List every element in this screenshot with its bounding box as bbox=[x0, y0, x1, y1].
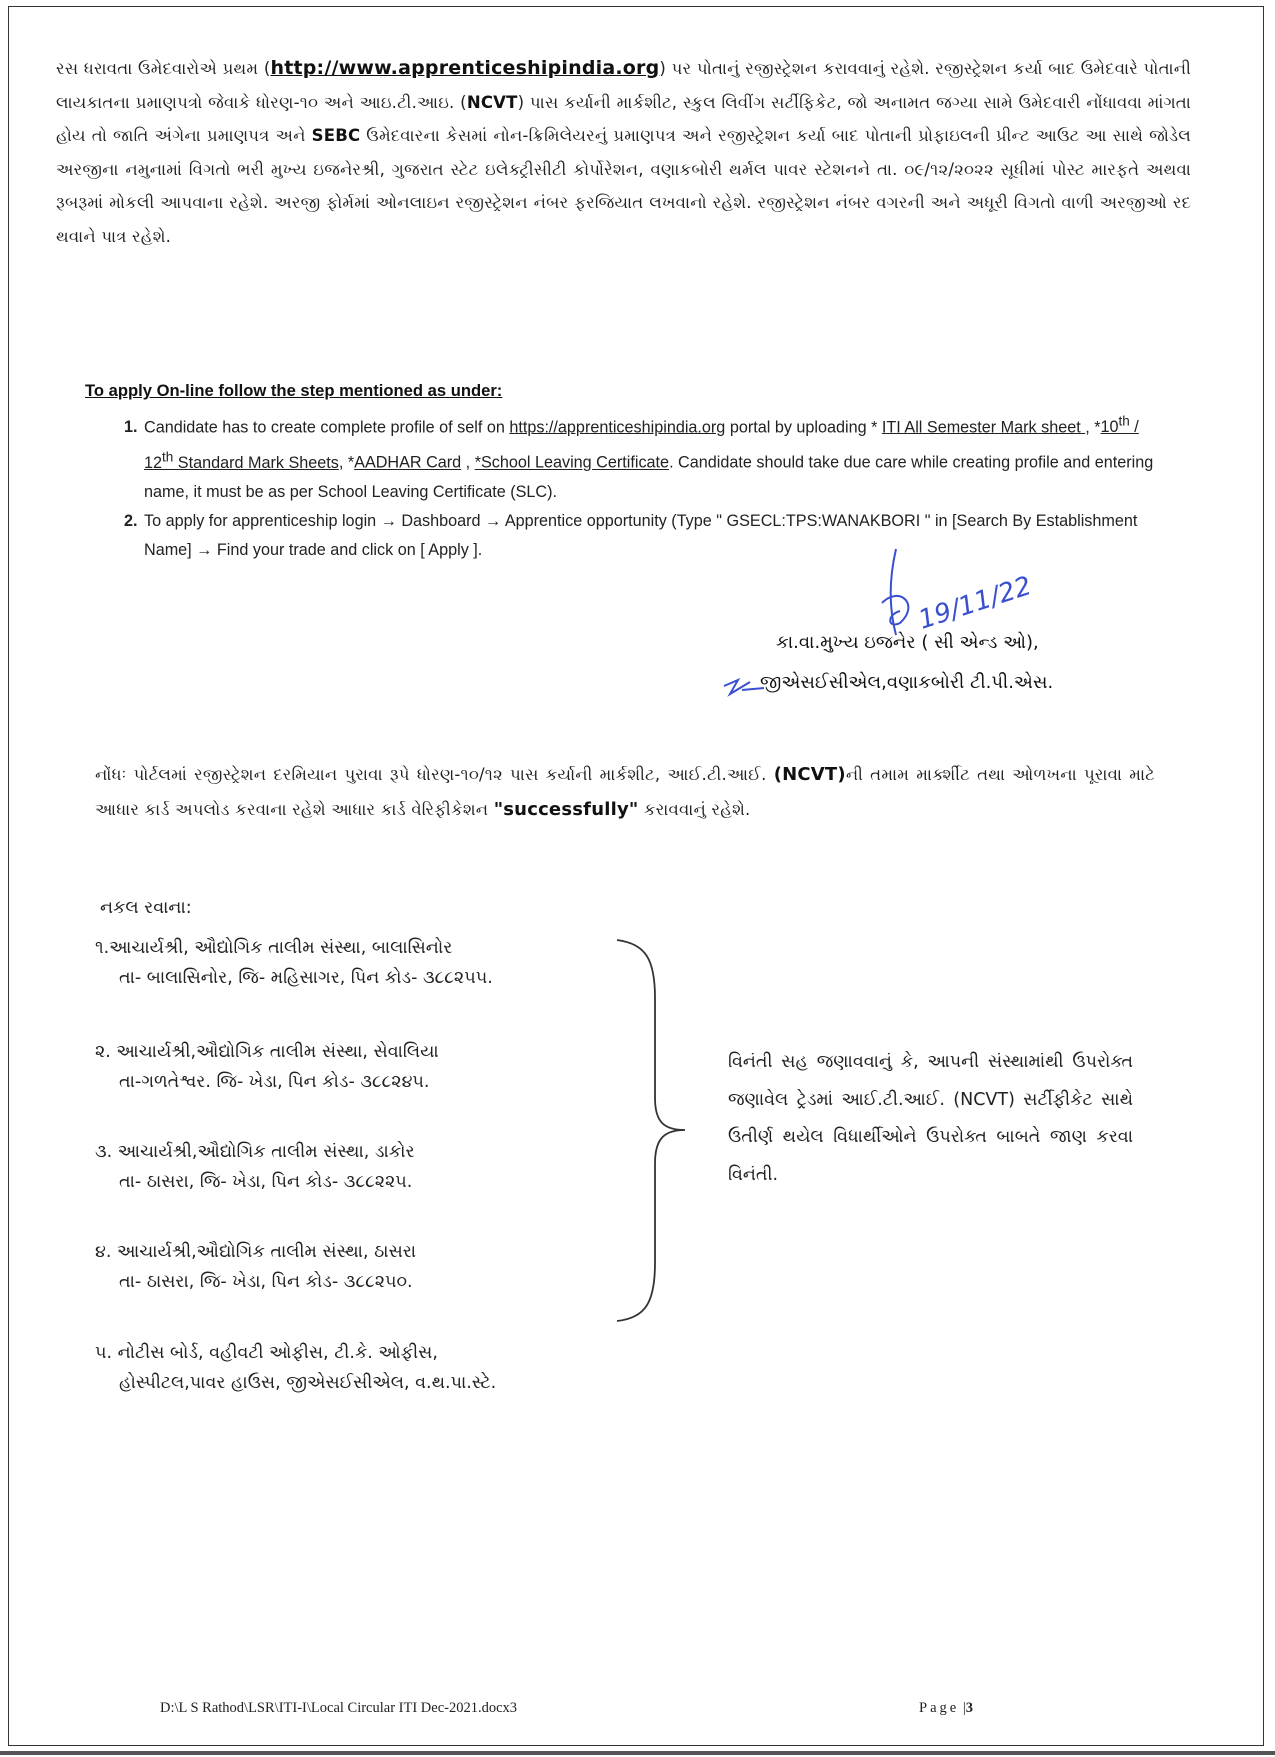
signatory-office: જીએસઈસીએલ,વણાકબોરી ટી.પી.એસ. bbox=[760, 672, 1054, 693]
aadhar-card-text: AADHAR Card bbox=[354, 453, 462, 472]
step-1-text-c: , * bbox=[1085, 418, 1101, 437]
copy-item bbox=[95, 938, 493, 988]
copy-item bbox=[95, 1042, 439, 1092]
copy-item-line2: તા- બાલાસિનોર, જિ- મહિસાગર, પિન કોડ- ૩૮૮૨૫૫. bbox=[119, 968, 493, 988]
note-ncvt: (NCVT) bbox=[773, 764, 846, 785]
footer-page-number bbox=[919, 1700, 973, 1717]
copy-item-line2: તા-ગળતેશ્વર. જિ- ખેડા, પિન કોડ- ૩૮૮૨૪૫. bbox=[119, 1072, 430, 1092]
copy-item bbox=[95, 1142, 415, 1192]
copy-item-line1: ૪. આચાર્યશ્રી,ઔદ્યોગિક તાલીમ સંસ્થા, ઠાસરા bbox=[95, 1242, 417, 1262]
copy-item-line2: તા- ઠાસરા, જિ- ખેડા, પિન કોડ- ૩૮૮૨૨૫. bbox=[119, 1172, 413, 1192]
step-1-text-e: , bbox=[461, 453, 475, 472]
right-brace bbox=[615, 938, 695, 1323]
copy-item-line1: ૫. નોટીસ બોર્ડ, વહીવટી ઓફીસ, ટી.કે. ઓફીસ, bbox=[95, 1343, 438, 1363]
intro-text-2: ) પર પોતાનું રજીસ્ટ્રેશન કરાવવાનું રહેશે. રજીસ્ટ્રેશન કર્યા બાદ ઉમેદવારે પોતાની લાયકાતના પ્રમાણપત્રો જેવાકે ધોરણ-૧૦ અને આઇ.ટી.આઇ. ( bbox=[56, 59, 1191, 112]
copy-item-line2: હોસ્પીટલ,પાવર હાઉસ, જીએસઈસીએલ, વ.થ.પા.સ્ટે. bbox=[119, 1373, 497, 1393]
online-steps-heading: To apply On-line follow the step mentioned as under: bbox=[85, 381, 503, 400]
tenth-number: 10 bbox=[1100, 418, 1119, 437]
school-leaving-certificate-text: *School Leaving Certificate bbox=[474, 453, 670, 472]
twelfth-number: / 12 bbox=[144, 418, 1139, 472]
step-1-text-f: . Candidate should take due care while creating profile and entering name, it must be as per School Leaving Certificate (SLC). bbox=[144, 453, 1154, 501]
iti-mark-sheet-text: ITI All Semester Mark sheet bbox=[881, 418, 1086, 437]
document-page bbox=[8, 6, 1264, 1746]
copy-item bbox=[95, 1343, 496, 1393]
step-1-text-d: , * bbox=[338, 453, 355, 472]
page-number: 3 bbox=[965, 1700, 973, 1716]
tenth-suffix: th bbox=[1118, 414, 1130, 429]
copy-item-line1: ૩. આચાર્યશ્રી,ઔદ્યોગિક તાલીમ સંસ્થા, ડાકોર bbox=[95, 1142, 415, 1162]
step-2: 2. To apply for apprenticeship login → Dashboard → Apprentice opportunity (Type " GSECL:TPS:WANAKBORI " in [Search By Establishment Name] → Find your trade and click on [ Apply ]. bbox=[142, 507, 1155, 565]
bottom-border bbox=[0, 1751, 1275, 1755]
twelfth-suffix: th bbox=[162, 449, 174, 465]
page-separator: | bbox=[959, 1700, 966, 1716]
note-text-c: કરાવવાનું રહેશે. bbox=[638, 800, 751, 819]
note-successfully: "successfully" bbox=[493, 799, 639, 820]
step-1-text-b: portal by uploading * bbox=[725, 418, 882, 437]
copy-item-line1: ૨. આચાર્યશ્રી,ઔદ્યોગિક તાલીમ સંસ્થા, સેવાલિયા bbox=[95, 1042, 439, 1062]
intro-paragraph bbox=[56, 52, 1191, 253]
step-1-text-a: Candidate has to create complete profile of self on bbox=[144, 418, 510, 437]
note-text-a: નોંધઃ પોર્ટલમાં રજીસ્ટ્રેશન દરમિયાન પુરાવા રૂપે ધોરણ-૧૦/૧૨ પાસ કર્યાની માર્કશીટ, આઈ.ટી.આઈ. bbox=[95, 765, 774, 784]
intro-text-4: ઉમેદવારના કેસમાં નોન-ક્રિમિલેયરનું પ્રમાણપત્ર અને રજીસ્ટ્રેશન કર્યા બાદ પોતાની પ્રોફાઇલની પ્રીન્ટ આઉટ આ સાથે જોડેલ અરજીના નમુનામાં વિગતો ભરી મુખ્ય ઇજનેરશ્રી, ગુજરાત સ્ટેટ ઇલેક્ટ્રીસીટી કોર્પોરેશન, વણાકબોરી થર્મલ પાવર સ્ટેશનને તા. ૦૯/૧૨/૨૦૨૨ સૂધીમાં પોસ્ટ મારફતે અથવા રૂબરૂમાં મોકલી આપવાના રહેશે. અરજી ફોર્મમાં ઓનલાઇન રજીસ્ટ્રેશન નંબર ફરજિયાત લખવાનો રહેશે. રજીસ્ટ્રેશન નંબર વગરની અને અધૂરી વિગતો વાળી અરજીઓ રદ થવાને પાત્ર રહેશે. bbox=[56, 126, 1191, 246]
copy-to-heading: નકલ રવાના: bbox=[100, 898, 192, 918]
intro-sebc: SEBC bbox=[311, 126, 361, 145]
intro-text-3: ) પાસ કર્યાની માર્કશીટ, સ્કુલ લિવીંગ સર્ટીફિકેટ, જો અનામત જગ્યા સામે ઉમેદવારી નોંધાવવા માંગતા હોય તો જાતિ અંગેના પ્રમાણપત્ર અને bbox=[56, 92, 1191, 145]
intro-ncvt: NCVT bbox=[466, 92, 518, 112]
page-label: Page bbox=[919, 1700, 960, 1716]
standard-mark-sheets-label: Standard Mark Sheets bbox=[173, 453, 339, 472]
note-paragraph bbox=[95, 757, 1155, 827]
online-steps-list bbox=[85, 407, 1155, 565]
signature-date: 19/11/22 bbox=[914, 571, 1036, 636]
signatory-designation: કા.વા.મુખ્ય ઇજનેર ( સી એન્ડ ઓ), bbox=[776, 632, 1039, 653]
step-1 bbox=[142, 407, 1155, 507]
footer-file-path: D:\L S Rathod\LSR\ITI-I\Local Circular ITI Dec-2021.docx3 bbox=[160, 1700, 518, 1716]
note-text-b: ની તમામ માર્ક્શીટ તથા ઓળખના પૂરાવા માટે આધાર કાર્ડ અપલોડ કરવાના રહેશે આધાર કાર્ડ વેરિફીકેશન bbox=[95, 765, 1155, 819]
copy-item bbox=[95, 1242, 416, 1292]
copy-item-line2: તા- ઠાસરા, જિ- ખેડા, પિન કોડ- ૩૮૮૨૫૦. bbox=[119, 1272, 413, 1292]
apprenticeship-url-link[interactable]: http://www.apprenticeshipindia.org bbox=[270, 57, 660, 79]
apprenticeship-portal-link[interactable]: https://apprenticeshipindia.org bbox=[509, 418, 726, 437]
copy-item-line1: ૧.આચાર્યશ્રી, ઔદ્યોગિક તાલીમ સંસ્થા, બાલાસિનોર bbox=[95, 938, 453, 958]
request-note: વિનંતી સહ જણાવવાનું કે, આપની સંસ્થામાંથી ઉપરોક્ત જણાવેલ ટ્રેડમાં આઈ.ટી.આઈ. (NCVT) સર્ટીફીકેટ સાથે ઉતીર્ણ થયેલ વિધાર્થીઓને ઉપરોક્ત બાબતે જાણ કરવા વિનંતી. bbox=[728, 1052, 1133, 1185]
online-steps-section bbox=[85, 376, 1155, 565]
intro-text-1: રસ ધરાવતા ઉમેદવારોએ પ્રથમ ( bbox=[56, 59, 271, 78]
